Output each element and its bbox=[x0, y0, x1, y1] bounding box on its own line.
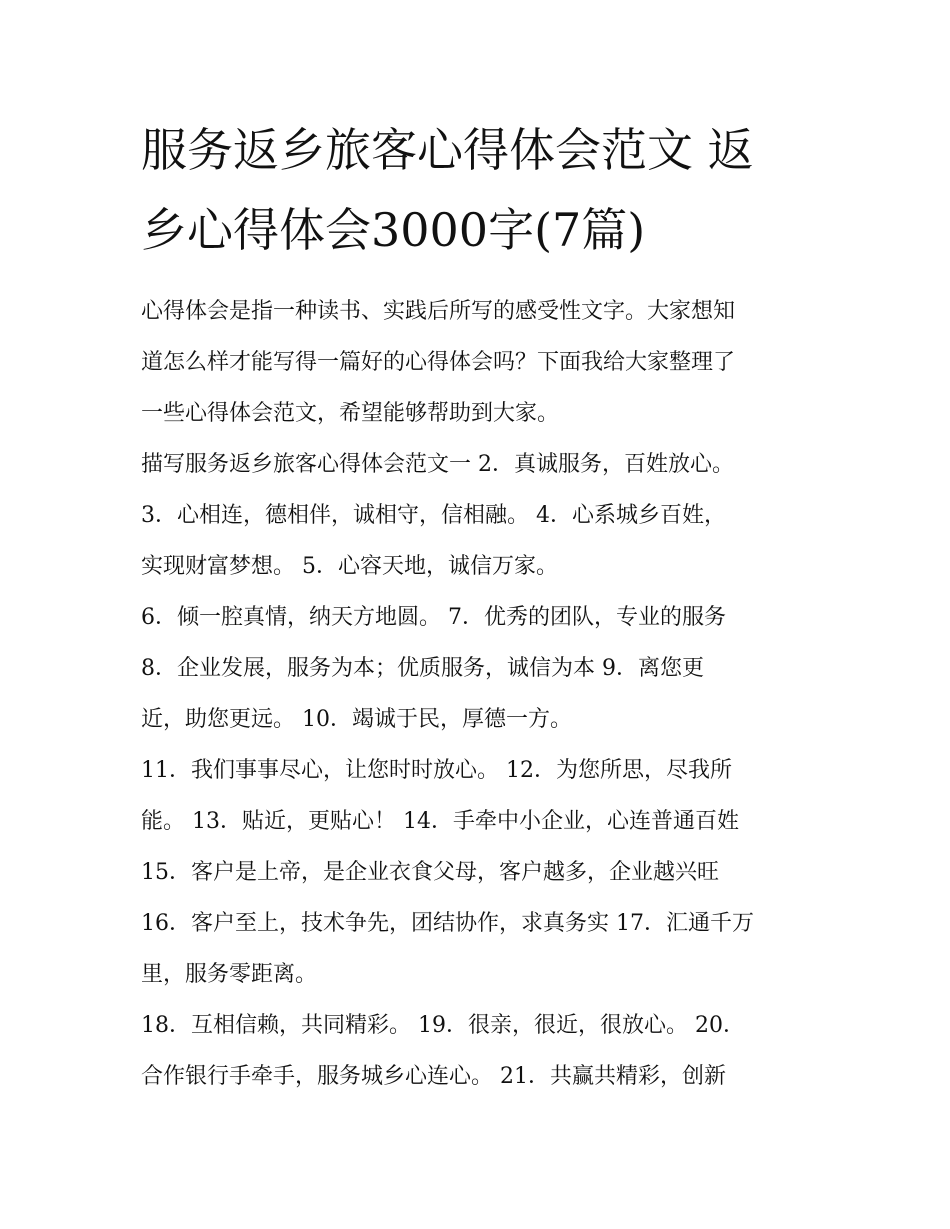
paragraph-slogans-1 bbox=[141, 439, 813, 592]
text-line: 里，服务零距离。 bbox=[141, 962, 318, 987]
text-line: 合作银行手牵手，服务城乡心连心。 21．共赢共精彩，创新 bbox=[141, 1064, 726, 1089]
text-line: 6．倾一腔真情，纳天方地圆。 7．优秀的团队，专业的服务 bbox=[141, 605, 726, 630]
text-line: 能。 13．贴近，更贴心！ 14．手牵中小企业，心连普通百姓 bbox=[141, 809, 739, 834]
text-line: 一些心得体会范文，希望能够帮助到大家。 bbox=[141, 401, 560, 426]
text-line: 心得体会是指一种读书、实践后所写的感受性文字。大家想知 bbox=[141, 299, 736, 324]
text-line: 16．客户至上，技术争先，团结协作，求真务实 17．汇通千万 bbox=[141, 911, 754, 936]
paragraph-slogans-3 bbox=[141, 745, 813, 1000]
text-line: 3．心相连，德相伴，诚相守，信相融。 4．心系城乡百姓， bbox=[141, 503, 726, 528]
text-line: 15．客户是上帝，是企业衣食父母，客户越多，企业越兴旺 bbox=[141, 860, 719, 885]
document-page bbox=[141, 110, 813, 1102]
title-line: 乡心得体会3000字(7篇) bbox=[141, 203, 646, 257]
text-line: 11．我们事事尽心，让您时时放心。 12．为您所思，尽我所 bbox=[141, 758, 732, 783]
paragraph-intro bbox=[141, 286, 813, 439]
title-line: 服务返乡旅客心得体会范文 返 bbox=[141, 123, 754, 177]
document-title bbox=[141, 110, 813, 270]
paragraph-slogans-4 bbox=[141, 1000, 813, 1102]
text-line: 描写服务返乡旅客心得体会范文一 2．真诚服务，百姓放心。 bbox=[141, 452, 734, 477]
text-line: 近，助您更远。 10．竭诚于民，厚德一方。 bbox=[141, 707, 572, 732]
paragraph-slogans-2 bbox=[141, 592, 813, 745]
text-line: 18．互相信赖，共同精彩。 19．很亲，很近，很放心。 20． bbox=[141, 1013, 745, 1038]
text-line: 8．企业发展，服务为本；优质服务，诚信为本 9．离您更 bbox=[141, 656, 704, 681]
text-line: 道怎么样才能写得一篇好的心得体会吗？下面我给大家整理了 bbox=[141, 350, 736, 375]
text-line: 实现财富梦想。 5．心容天地，诚信万家。 bbox=[141, 554, 558, 579]
